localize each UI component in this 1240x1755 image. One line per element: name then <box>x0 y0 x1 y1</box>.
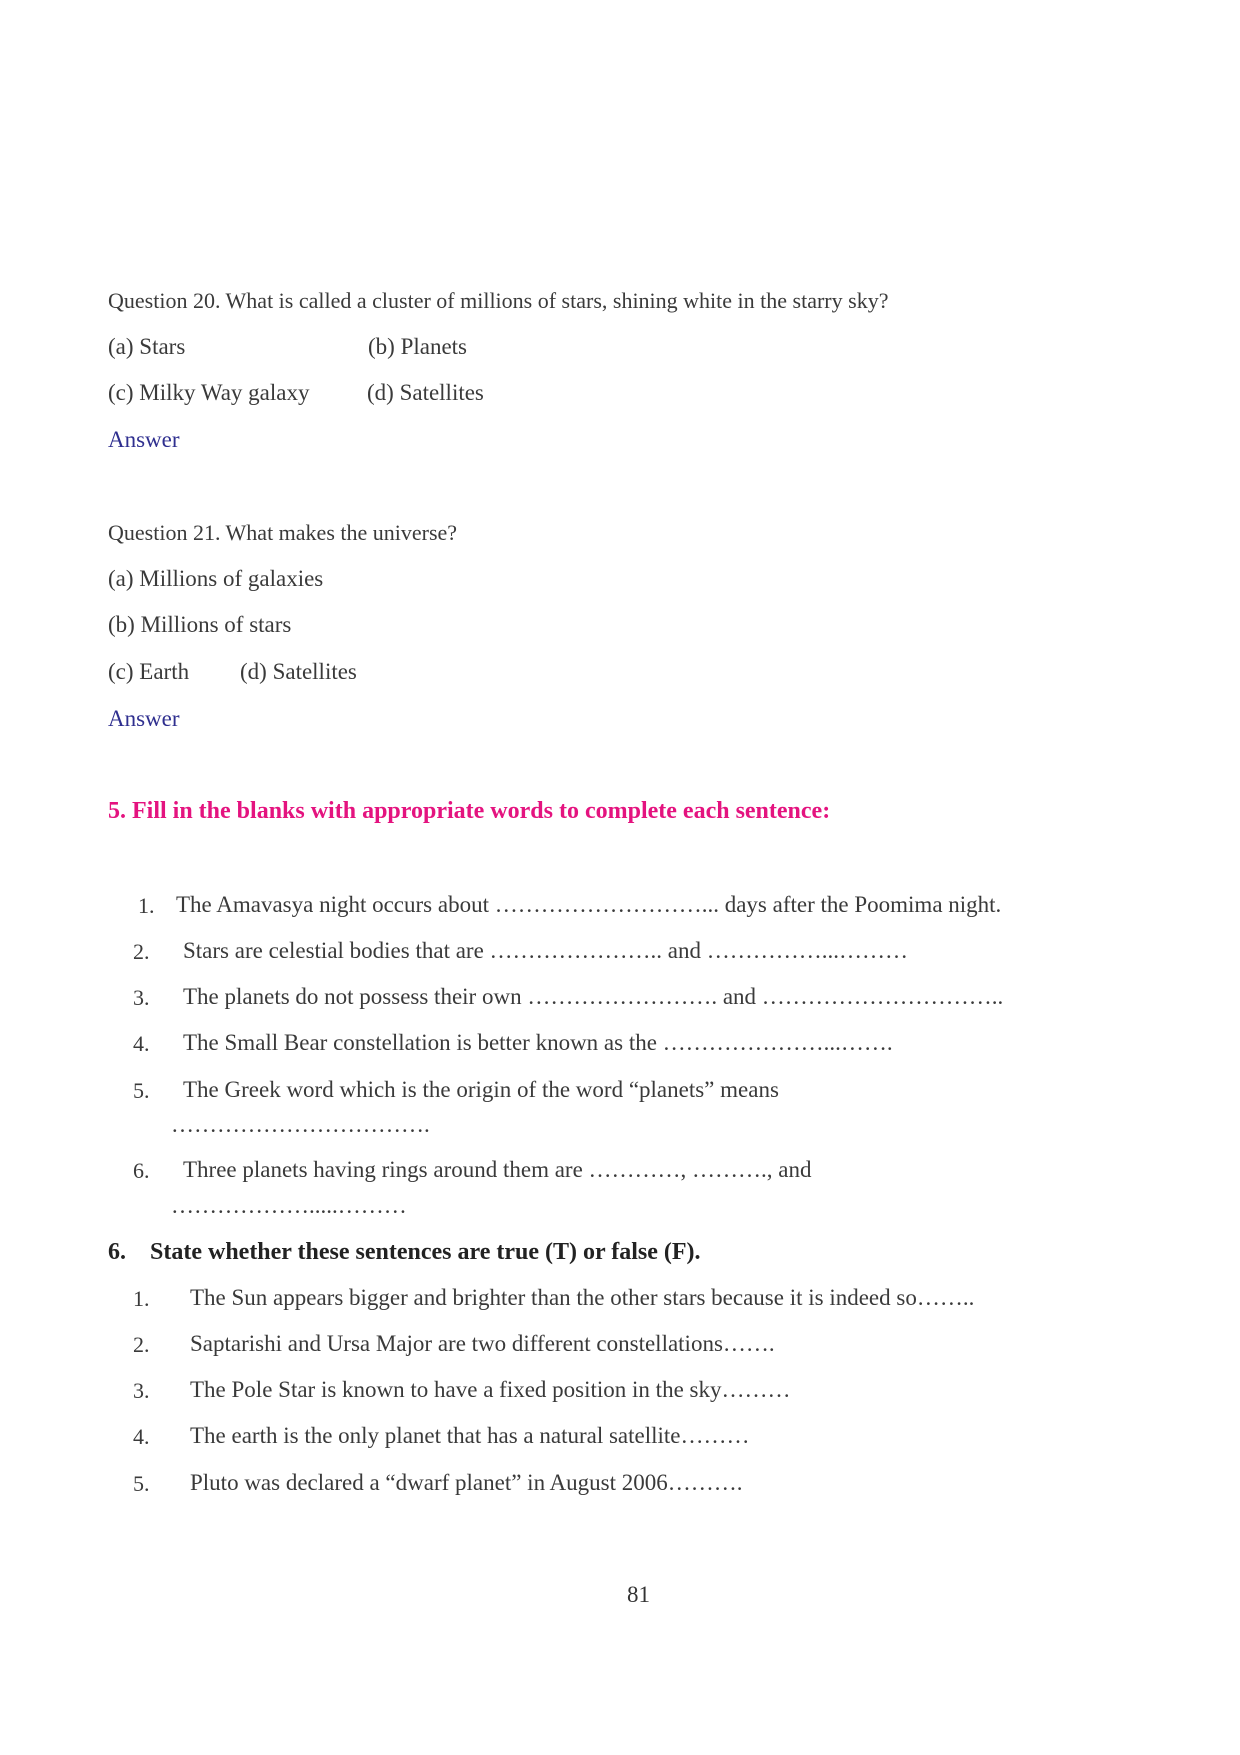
s5-item-3-number: 3. <box>133 985 150 1010</box>
s6-item-5-number: 5. <box>133 1471 150 1496</box>
s5-item-6-blank: ……………….....……… <box>171 1193 407 1218</box>
s5-item-2-number: 2. <box>133 939 150 964</box>
q20-answer-link[interactable]: Answer <box>108 427 180 452</box>
q21-option-b: (b) Millions of stars <box>108 612 292 637</box>
q21-option-d: (d) Satellites <box>240 659 357 684</box>
q20-option-c: (c) Milky Way galaxy <box>108 380 310 405</box>
s6-item-4-number: 4. <box>133 1424 150 1449</box>
q21-option-c: (c) Earth <box>108 659 190 684</box>
s5-item-5-number: 5. <box>133 1078 150 1103</box>
s5-item-4-number: 4. <box>133 1031 150 1056</box>
q21-answer-link[interactable]: Answer <box>108 706 180 731</box>
s5-item-3-text: The planets do not possess their own ……………………. and ………………………….. <box>183 984 1004 1009</box>
s6-item-4-text: The earth is the only planet that has a natural satellite……… <box>190 1423 750 1448</box>
section-6-number: 6. <box>108 1239 126 1265</box>
s5-item-5-blank: ……………………………. <box>171 1112 430 1137</box>
section-5-heading: 5. Fill in the blanks with appropriate words to complete each sentence: <box>108 798 831 824</box>
s5-item-6-text: Three planets having rings around them are …………, ………., and <box>183 1157 812 1182</box>
s5-item-1-number: 1. <box>138 893 155 918</box>
s5-item-5-text: The Greek word which is the origin of the word “planets” means <box>183 1077 779 1102</box>
s5-item-2-text: Stars are celestial bodies that are ………………….. and ……………...……… <box>183 938 908 963</box>
q20-option-b: (b) Planets <box>368 334 468 359</box>
section-6-heading: State whether these sentences are true (T) or false (F). <box>150 1239 701 1265</box>
s6-item-3-text: The Pole Star is known to have a fixed position in the sky……… <box>190 1377 791 1402</box>
q20-option-d: (d) Satellites <box>367 380 484 405</box>
question-20-text: Question 20. What is called a cluster of millions of stars, shining white in the starry sky? <box>108 288 889 313</box>
q21-option-a: (a) Millions of galaxies <box>108 566 324 591</box>
s6-item-2-number: 2. <box>133 1332 150 1357</box>
q20-option-a: (a) Stars <box>108 334 186 359</box>
s6-item-2-text: Saptarishi and Ursa Major are two different constellations……. <box>190 1331 775 1356</box>
s6-item-1-number: 1. <box>133 1286 150 1311</box>
s6-item-3-number: 3. <box>133 1378 150 1403</box>
s5-item-1-text: The Amavasya night occurs about ………………………... days after the Poomima night. <box>176 892 1002 917</box>
s6-item-5-text: Pluto was declared a “dwarf planet” in August 2006………. <box>190 1470 743 1495</box>
s6-item-1-text: The Sun appears bigger and brighter than the other stars because it is indeed so…….. <box>190 1285 975 1310</box>
page-number: 81 <box>627 1582 650 1607</box>
s5-item-6-number: 6. <box>133 1158 150 1183</box>
question-21-text: Question 21. What makes the universe? <box>108 520 458 545</box>
s5-item-4-text: The Small Bear constellation is better known as the …………………...……. <box>183 1030 893 1055</box>
